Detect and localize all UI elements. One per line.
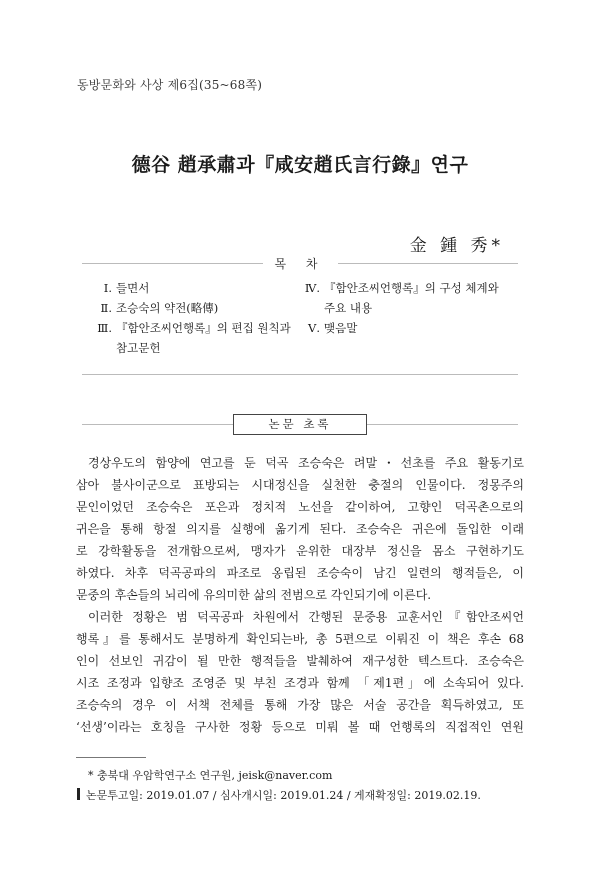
toc-heading-wrap xyxy=(82,253,518,272)
abstract-line: 하였다. 차후 덕곡공파의 파조로 옹립된 조승숙이 남긴 일련의 행적들은, 이 xyxy=(76,566,524,580)
abstract-line: 로 강학활동을 전개함으로써, 맹자가 운위한 대장부 정신을 몸소 구현하기도 xyxy=(76,544,524,558)
bullet-bar-icon xyxy=(77,788,80,800)
abstract-label: 논문 초록 xyxy=(233,414,367,435)
toc-item-text: 참고문헌 xyxy=(116,341,161,355)
abstract-line: 조승숙의 경우 이 서책 전체를 통해 가장 많은 서술 공간을 획득하였고, 또 xyxy=(76,698,524,712)
toc-item-number: Ⅰ. xyxy=(103,281,112,295)
abstract-line: 귀은을 통해 항절 의지를 실행에 옮기게 된다. 조승숙은 귀은에 돌입한 이래 xyxy=(76,522,524,536)
toc-item xyxy=(92,338,302,358)
toc-item-number xyxy=(92,338,112,358)
paper-title: 德谷 趙承肅과『咸安趙氏言行錄』연구 xyxy=(131,154,469,176)
toc-item-text: 주요 내용 xyxy=(324,301,373,315)
table-of-contents xyxy=(82,257,518,375)
toc-item-text: 맺음말 xyxy=(324,321,358,335)
author-name: 金 鍾 秀* xyxy=(409,236,504,256)
abstract-line: 시조 조정과 입향조 조영준 및 부친 조경과 함께 「제1편」에 소속되어 있다. xyxy=(76,676,524,690)
abstract-line: 이러한 정황은 범 덕곡공파 차원에서 간행된 문중용 교훈서인『함안조씨언 xyxy=(88,610,524,624)
toc-item xyxy=(300,318,515,338)
abstract-line: 문중의 후손들의 뇌리에 유의미한 삶의 전범으로 각인되기에 이른다. xyxy=(76,588,432,602)
toc-item xyxy=(300,298,515,318)
toc-item-text: 들면서 xyxy=(116,281,150,295)
toc-item xyxy=(92,298,302,318)
abstract-line: 문인이었던 조승숙은 포은과 정치적 노선을 같이하여, 고향인 덕곡촌으로의 xyxy=(76,500,524,514)
toc-item-number: Ⅴ. xyxy=(308,321,320,335)
toc-heading: 목 차 xyxy=(263,257,338,271)
footnote-rule xyxy=(76,757,146,758)
footnote-affiliation: * 충북대 우암학연구소 연구원, jeisk@naver.com xyxy=(88,769,333,782)
toc-item-number: Ⅱ. xyxy=(100,301,112,315)
footnote-dates-row xyxy=(88,786,481,806)
abstract-line: 경상우도의 함양에 연고를 둔 덕곡 조승숙은 려말・선초를 주요 활동기로 xyxy=(88,456,524,470)
toc-item-text: 조승숙의 약전(略傳) xyxy=(116,301,219,315)
abstract-body xyxy=(76,452,524,738)
toc-item-text: 『함안조씨언행록』의 구성 체계와 xyxy=(324,281,499,295)
abstract-line: 행록』를 통해서도 분명하게 확인되는바, 총 5편으로 이뤄진 이 책은 후손 68 xyxy=(76,632,524,646)
toc-item-text: 『함안조씨언행록』의 편집 원칙과 xyxy=(116,321,291,335)
abstract-line: 삼아 불사이군으로 표방되는 시대정신을 실천한 충절의 인물이다. 정몽주의 xyxy=(76,478,524,492)
abstract-line: 인이 선보인 귀감이 될 만한 행적들을 발췌하여 재구성한 텍스트다. 조승숙은 xyxy=(76,654,524,668)
abstract-line: ‘선생’이라는 호칭을 구사한 정황 등으로 미뤄 볼 때 언행록의 직접적인 연원 xyxy=(76,720,524,734)
toc-item-number: Ⅳ. xyxy=(304,281,320,295)
toc-item xyxy=(92,318,302,338)
footnote-dates: 논문투고일: 2019.01.07 / 심사개시일: 2019.01.24 / 게재확정일: 2019.02.19. xyxy=(86,789,481,802)
running-header: 동방문화와 사상 제6집(35~68쪽) xyxy=(77,78,263,92)
toc-item-number: Ⅲ. xyxy=(97,321,112,335)
toc-item-number xyxy=(300,298,320,318)
toc-item xyxy=(92,278,302,298)
toc-item xyxy=(300,278,515,298)
footnotes xyxy=(88,766,481,806)
toc-right-column xyxy=(300,278,515,338)
toc-left-column xyxy=(92,278,302,358)
